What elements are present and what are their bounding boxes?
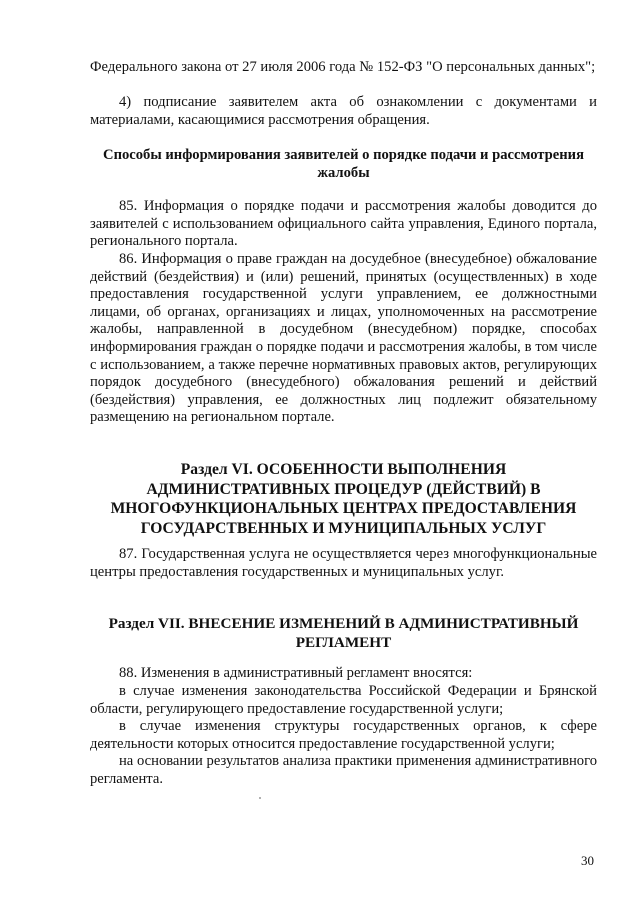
paragraph: 4) подписание заявителем акта об ознакомлении с документами и материалами, касающимися рассмотрения обращения.: [90, 94, 597, 128]
paragraph: 87. Государственная услуга не осуществляется через многофункциональные центры предоставления государственных и муниципальных услуг.: [90, 546, 597, 580]
paragraph: в случае изменения законодательства Российской Федерации и Брянской области, регулирующего предоставление государственной услуги;: [90, 683, 597, 717]
paragraph: 85. Информация о порядке подачи и рассмотрения жалобы доводится до заявителей с использованием официального сайта управления, Единого портала, регионального портала.: [90, 198, 597, 250]
section-heading: Раздел VI. ОСОБЕННОСТИ ВЫПОЛНЕНИЯ АДМИНИСТРАТИВНЫХ ПРОЦЕДУР (ДЕЙСТВИЙ) В МНОГОФУНКЦИОНАЛЬНЫХ ЦЕНТРАХ ПРЕДОСТАВЛЕНИЯ ГОСУДАРСТВЕННЫХ И МУНИЦИПАЛЬНЫХ УСЛУГ: [110, 461, 577, 537]
paragraph: на основании результатов анализа практики применения административного регламента.: [90, 753, 597, 787]
page-number: 30: [581, 853, 594, 868]
paragraph: в случае изменения структуры государственных органов, к сфере деятельности которых относится предоставление государственной услуги;: [90, 718, 597, 752]
paragraph: Федерального закона от 27 июля 2006 года № 152-ФЗ "О персональных данных";: [90, 59, 596, 75]
paragraph: 88. Изменения в административный регламент вносятся:: [119, 665, 473, 681]
paragraph: 86. Информация о праве граждан на досудебное (внесудебное) обжалование действий (бездействия) и (или) решений, принятых (осуществленных) в ходе предоставления государственной услуги управлением, ее должностными лицами, об органах, организациях и лицах, уполномоченных на рассмотрение жалобы, направленной в досудебном (внесудебном) порядке, способах информирования граждан о порядке подачи и рассмотрения жалобы, в том числе с использованием, а также перечне нормативных правовых актов, регулирующих порядок досудебного (внесудебного) обжалования решений и действий (бездействия) управления, ее должностных лиц подлежит обязательному размещению на региональном портале.: [90, 251, 597, 426]
scan-speck: [259, 797, 261, 799]
section-heading: Раздел VII. ВНЕСЕНИЕ ИЗМЕНЕНИЙ В АДМИНИСТРАТИВНЫЙ РЕГЛАМЕНТ: [108, 615, 579, 651]
section-heading: Способы информирования заявителей о порядке подачи и рассмотрения жалобы: [103, 147, 584, 181]
